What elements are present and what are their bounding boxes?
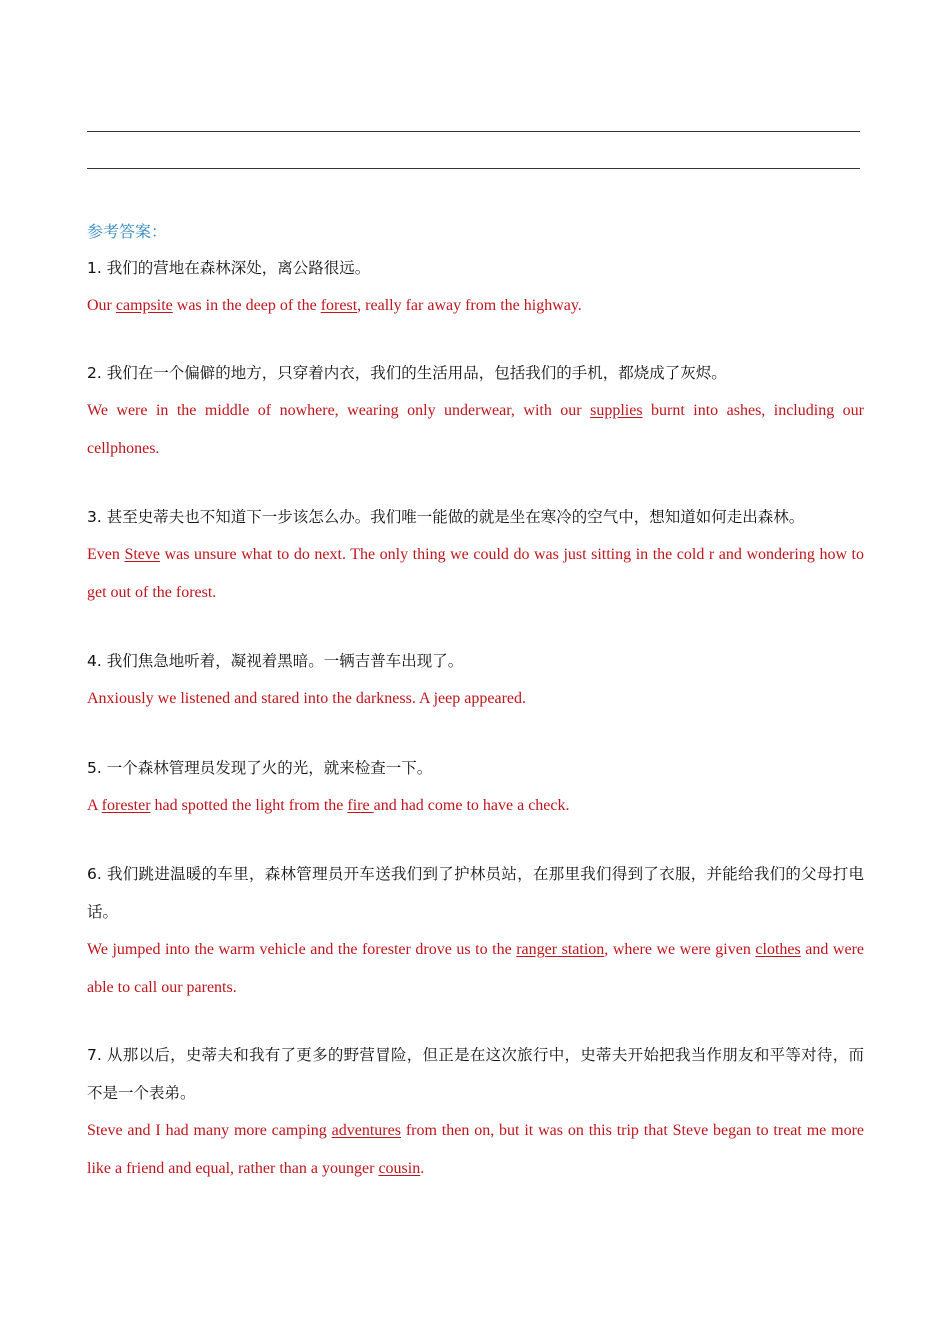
translation-text: Steve and I had many more camping	[87, 1122, 332, 1139]
answer-item-7	[87, 1036, 864, 1188]
chinese-sentence: 3. 甚至史蒂夫也不知道下一步该怎么办。我们唯一能做的就是坐在寒冷的空气中，想知道如何走出森林。	[87, 508, 805, 526]
chinese-sentence: 6. 我们跳进温暖的车里，森林管理员开车送我们到了护林员站，在那里我们得到了衣服，并能给我们的父母打电话。	[87, 865, 864, 921]
answer-item-2	[87, 354, 864, 468]
chinese-sentence: 7. 从那以后，史蒂夫和我有了更多的野营冒险，但正是在这次旅行中，史蒂夫开始把我当作朋友和平等对待，而不是一个表弟。	[87, 1046, 864, 1102]
underlined-keyword: clothes	[755, 941, 801, 958]
underlined-keyword: forest	[320, 297, 358, 314]
answer-item-3	[87, 498, 864, 612]
answer-item-6	[87, 855, 864, 1007]
answer-blank-line	[87, 131, 860, 132]
english-translation	[87, 536, 864, 612]
answer-item-5	[87, 749, 864, 825]
translation-text: was in the deep of the	[172, 297, 321, 314]
translation-text: and were able to call our parents.	[87, 941, 865, 996]
english-translation	[87, 931, 864, 1007]
translation-text: We jumped into the warm vehicle and the forester drove us to the	[87, 941, 517, 958]
chinese-sentence: 4. 我们焦急地听着，凝视着黑暗。一辆吉普车出现了。	[87, 652, 464, 670]
translation-text: Our	[87, 297, 116, 314]
translation-text: Even	[87, 546, 125, 563]
underlined-keyword: campsite	[115, 297, 173, 314]
answer-item-4	[87, 642, 864, 718]
translation-text: burnt into ashes, including our cellphones.	[87, 402, 864, 457]
english-translation	[87, 287, 864, 325]
translation-text: was unsure what to do next. The only thing we could do was just sitting in the cold r and wondering how to get out of the forest.	[87, 546, 864, 601]
chinese-sentence: 1. 我们的营地在森林深处，离公路很远。	[87, 259, 371, 277]
english-translation	[87, 787, 864, 825]
translation-text: A	[87, 797, 102, 814]
reference-answer-heading: 参考答案：	[87, 222, 168, 241]
underlined-keyword: forester	[101, 797, 151, 814]
chinese-sentence: 5. 一个森林管理员发现了火的光，就来检查一下。	[87, 759, 433, 777]
translation-text: , really far away from the highway.	[357, 297, 582, 314]
chinese-sentence: 2. 我们在一个偏僻的地方，只穿着内衣，我们的生活用品，包括我们的手机，都烧成了灰烬。	[87, 364, 727, 382]
english-translation	[87, 680, 864, 718]
translation-text: from then on, but it was on this trip that Steve began to treat me more like a friend and equal, rather than a younger	[87, 1122, 865, 1177]
translation-text: We were in the middle of nowhere, wearing only underwear, with our	[87, 402, 591, 419]
underlined-keyword: cousin	[378, 1160, 421, 1177]
translation-text: , where we were given	[604, 941, 756, 958]
translation-text: .	[420, 1160, 425, 1177]
underlined-keyword: ranger station	[516, 941, 605, 958]
translation-text: and had come to have a check.	[373, 797, 570, 814]
underlined-keyword: fire	[347, 797, 374, 814]
translation-text: Anxiously we listened and stared into the darkness. A jeep appeared.	[87, 690, 526, 707]
underlined-keyword: supplies	[590, 402, 643, 419]
answer-blank-line	[87, 168, 860, 169]
underlined-keyword: adventures	[331, 1122, 401, 1139]
english-translation	[87, 392, 864, 468]
translation-text: had spotted the light from the	[150, 797, 348, 814]
underlined-keyword: Steve	[124, 546, 160, 563]
english-translation	[87, 1112, 864, 1188]
answer-item-1	[87, 249, 864, 325]
